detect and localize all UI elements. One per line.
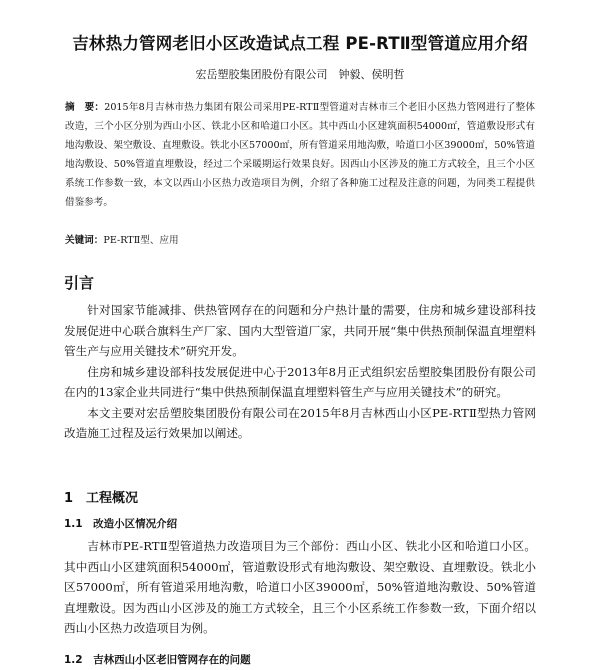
abstract-text: 2015年8月吉林市热力集团有限公司采用PE-RTⅡ型管道对吉林市三个老旧小区热力管网进行了整体改造，三个小区分别为西山小区、铁北小区和哈道口小区。其中西山小区建筑面积54000㎡，管道敷设形式有地沟敷设、架空敷设、直埋敷设。铁北小区57000㎡，所有管道采用地沟敷，哈道口小区39000㎡，50%管道地沟敷设、50%管道直埋敷设，经过二个采暖期运行效果良好。因西山小区涉及的施工方式较全，且三个小区系统工作参数一致，本文以西山小区热力改造项目为例，介绍了各种施工过程及注意的问题，为同类工程提供借鉴参考。 bbox=[65, 102, 535, 208]
section-heading: 1 工程概况 bbox=[64, 491, 139, 506]
paper-authors: 宏岳塑胶集团股份有限公司 钟毅、侯明哲 bbox=[195, 68, 405, 81]
intro-body bbox=[64, 300, 536, 444]
subsection-heading: 1.2 吉林西山小区老旧管网存在的问题 bbox=[64, 654, 251, 666]
paper-title: 吉林热力管网老旧小区改造试点工程 PE-RTⅡ型管道应用介绍 bbox=[72, 34, 528, 53]
subsection-body bbox=[64, 536, 536, 639]
keywords-label: 关键词： bbox=[65, 235, 104, 246]
subsection-heading: 1.1 改造小区情况介绍 bbox=[64, 518, 178, 530]
intro-paragraph: 本文主要对宏岳塑胶集团股份有限公司在2015年8月吉林西山小区PE-RTⅡ型热力管网改造施工过程及运行效果加以阐述。 bbox=[64, 405, 536, 440]
abstract bbox=[65, 98, 535, 212]
keywords-text: PE-RTⅡ型、应用 bbox=[103, 235, 179, 246]
intro-paragraph: 针对国家节能减排、供热管网存在的问题和分户热计量的需要，住房和城乡建设部科技发展促进中心联合旗料生产厂家、国内大型管道厂家，共同开展“集中供热预制保温直埋塑料管生产与应用关键技术”研究开发。 bbox=[64, 303, 536, 358]
keywords bbox=[65, 232, 535, 246]
intro-paragraph: 住房和城乡建设部科技发展促进中心于2013年8月正式组织宏岳塑胶集团股份有限公司在内的13家企业共同进行“集中供热预制保温直埋塑料管生产与应用关键技术”的研究。 bbox=[64, 364, 536, 399]
intro-heading: 引言 bbox=[64, 274, 95, 292]
subsection-paragraph: 吉林市PE-RTⅡ型管道热力改造项目为三个部份：西山小区、铁北小区和哈道口小区。其中西山小区建筑面积54000㎡，管道敷设形式有地沟敷设、架空敷设、直埋敷设。铁北小区57000㎡，所有管道采用地沟敷，哈道口小区39000㎡，50%管道地沟敷设、50%管道直埋敷设。因为西山小区涉及的施工方式较全，且三个小区系统工作参数一致，下面介绍以西山小区热力改造项目为例。 bbox=[64, 539, 536, 635]
abstract-label: 摘 要： bbox=[65, 102, 105, 113]
